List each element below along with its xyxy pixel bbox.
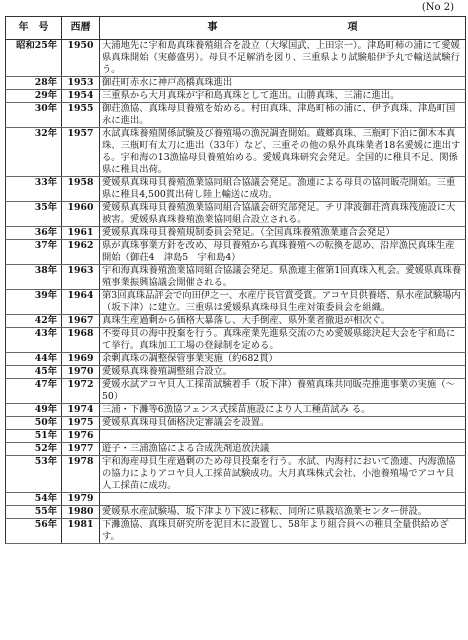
table-row: [6, 40, 466, 77]
table-row: [6, 404, 466, 417]
header-row: [6, 17, 466, 40]
year-cell: 51年: [6, 430, 62, 443]
western-year-cell: 1957: [62, 128, 100, 177]
table-row: [6, 328, 466, 353]
year-cell: 28年: [6, 77, 62, 90]
event-cell: 第3回真珠品評会で向田伊之一、水産庁長官賞受賞。アコヤ貝供養塔、県水産試験場内（坂下津）に建立。三重県は愛媛県真珠母貝生産対策委員会を組織。: [100, 290, 466, 315]
event-cell: 愛媛県真珠母貝養殖漁業協同組合協議会発足。漁連による母貝の協同販売開始。三重県に稚貝4,500貫出荷し陸上輸送に成功。: [100, 177, 466, 202]
table-row: [6, 227, 466, 240]
page-number: (No 2): [421, 2, 454, 13]
year-cell: 53年: [6, 456, 62, 493]
western-year-cell: 1980: [62, 506, 100, 519]
western-year-cell: 1961: [62, 227, 100, 240]
western-year-cell: 1954: [62, 90, 100, 103]
event-cell: 愛媛水試アコヤ貝人工採苗試験着手（坂下津）養殖真珠共同販売推進事業の実施（～50）: [100, 379, 466, 404]
event-cell: 御荘漁協、真珠母貝養殖を始める。村田真珠、津島町柿の浦に、伊予真珠、津島町国永に進出。: [100, 103, 466, 128]
year-cell: 43年: [6, 328, 62, 353]
year-cell: 49年: [6, 404, 62, 417]
event-cell: 愛媛県真珠養殖調整組合設立。: [100, 366, 466, 379]
chronology-table: [5, 16, 466, 544]
table-row: [6, 366, 466, 379]
year-cell: 55年: [6, 506, 62, 519]
year-cell: 29年: [6, 90, 62, 103]
event-cell: 愛媛県真珠母貝養殖規制委員会発足。（全国真珠養殖漁業連合会発足）: [100, 227, 466, 240]
year-cell: 33年: [6, 177, 62, 202]
western-year-cell: 1975: [62, 417, 100, 430]
year-cell: 32年: [6, 128, 62, 177]
table-row: [6, 177, 466, 202]
event-cell: 下灘漁協、真珠貝研究所を泥目木に設置し、58年より組合員への稚貝全量供給めざす。: [100, 519, 466, 544]
western-year-cell: 1955: [62, 103, 100, 128]
western-year-cell: 1967: [62, 315, 100, 328]
event-cell: 愛媛県真珠母貝養殖漁業協同組合協議会研究部発足。チリ津波御荘湾真珠筏施設に大被害。愛媛県真珠養殖漁業協同組合設立される。: [100, 202, 466, 227]
header-nengo: 年 号: [6, 17, 62, 40]
table-row: [6, 265, 466, 290]
table-row: [6, 430, 466, 443]
table-row: [6, 353, 466, 366]
year-cell: 36年: [6, 227, 62, 240]
event-cell: 大浦地先に宇和島真珠養殖組合を設立（大塚国武、上田宗一）。津島町柿の浦にて愛媛県真珠開始（実藤盛男）。母貝不足解消を図り、三重県より試験船伊予丸で輸送試験行う。: [100, 40, 466, 77]
event-cell: 余剰真珠の調整保管事業実施（約682貫）: [100, 353, 466, 366]
table-row: [6, 519, 466, 544]
event-cell: 宇和海産母貝生産過剰のため母貝投棄を行う。水試、内海村において漁連、内海漁協の協力によりアコヤ貝人工採苗試験成功。大月真珠株式会社、小池養殖場でアコヤ貝人工採苗に成功。: [100, 456, 466, 493]
table-row: [6, 77, 466, 90]
table-row: [6, 128, 466, 177]
western-year-cell: 1981: [62, 519, 100, 544]
table-row: [6, 315, 466, 328]
table-row: [6, 240, 466, 265]
event-cell: 愛媛県真珠母貝価格決定審議会を設置。: [100, 417, 466, 430]
western-year-cell: 1950: [62, 40, 100, 77]
year-cell: 35年: [6, 202, 62, 227]
western-year-cell: 1953: [62, 77, 100, 90]
western-year-cell: 1974: [62, 404, 100, 417]
event-cell: [100, 493, 466, 506]
event-cell: 三浦・下灘等6漁協フェンス式採苗施設により人工種苗試み る。: [100, 404, 466, 417]
table-row: [6, 506, 466, 519]
year-cell: 昭和25年: [6, 40, 62, 77]
western-year-cell: 1964: [62, 290, 100, 315]
event-cell: 真珠生産過剰から価格大暴落し、大手倒産、県外業者撤退が相次ぐ。: [100, 315, 466, 328]
event-cell: 愛媛県水産試験場、坂下津より下波に移転、同所に県栽培漁業センター併設。: [100, 506, 466, 519]
table-row: [6, 103, 466, 128]
year-cell: 47年: [6, 379, 62, 404]
year-cell: 56年: [6, 519, 62, 544]
event-cell: 御荘町赤水に神戸高橋真珠進出: [100, 77, 466, 90]
western-year-cell: 1977: [62, 443, 100, 456]
event-cell: 県が真珠事業方針を改め、母貝養殖から真珠養殖への転換を認め、沿岸漁民真珠生産開始（御荘4 津島5 宇和島4）: [100, 240, 466, 265]
year-cell: 44年: [6, 353, 62, 366]
western-year-cell: 1968: [62, 328, 100, 353]
western-year-cell: 1962: [62, 240, 100, 265]
year-cell: 39年: [6, 290, 62, 315]
western-year-cell: 1976: [62, 430, 100, 443]
year-cell: 45年: [6, 366, 62, 379]
table-row: [6, 456, 466, 493]
event-cell: 宇和海真珠養殖漁業協同組合協議会発足。県漁連主催第1回真珠入札会。愛媛県真珠養殖事業振興協議会開催される。: [100, 265, 466, 290]
header-seireki: 西暦: [62, 17, 100, 40]
table-row: [6, 417, 466, 430]
table-row: [6, 202, 466, 227]
event-cell: 遊子・三浦漁協による合成洗剤追放決議: [100, 443, 466, 456]
year-cell: 37年: [6, 240, 62, 265]
western-year-cell: 1958: [62, 177, 100, 202]
western-year-cell: 1972: [62, 379, 100, 404]
western-year-cell: 1978: [62, 456, 100, 493]
western-year-cell: 1963: [62, 265, 100, 290]
year-cell: 54年: [6, 493, 62, 506]
table-row: [6, 493, 466, 506]
year-cell: 30年: [6, 103, 62, 128]
header-jiko: 事 項: [100, 17, 466, 40]
year-cell: 52年: [6, 443, 62, 456]
event-cell: 三重県から大月真珠が宇和島真珠として進出。山勝真珠、三浦に進出。: [100, 90, 466, 103]
event-cell: 水試真珠養殖関係試験及び養殖場の漁況調査開始。蔵郷真珠、三瓶町下泊に御木本真珠、三瓶町有太刀に進出（33年）など、三重その他の県外真珠業者18名愛媛に進出する。宇和海の13漁協母貝養殖始める。愛媛真珠研究会発足。全国的に稚貝不足、関係県に稚貝出荷。: [100, 128, 466, 177]
table-row: [6, 290, 466, 315]
table-row: [6, 379, 466, 404]
year-cell: 42年: [6, 315, 62, 328]
western-year-cell: 1960: [62, 202, 100, 227]
table-row: [6, 443, 466, 456]
event-cell: 不要母貝の海中投棄を行う。真珠産業先進県交流のため愛媛県総決起大会を宇和島にて挙行。真珠加工工場の登録制を定める。: [100, 328, 466, 353]
year-cell: 38年: [6, 265, 62, 290]
table-row: [6, 90, 466, 103]
western-year-cell: 1970: [62, 366, 100, 379]
western-year-cell: 1969: [62, 353, 100, 366]
year-cell: 50年: [6, 417, 62, 430]
event-cell: [100, 430, 466, 443]
western-year-cell: 1979: [62, 493, 100, 506]
